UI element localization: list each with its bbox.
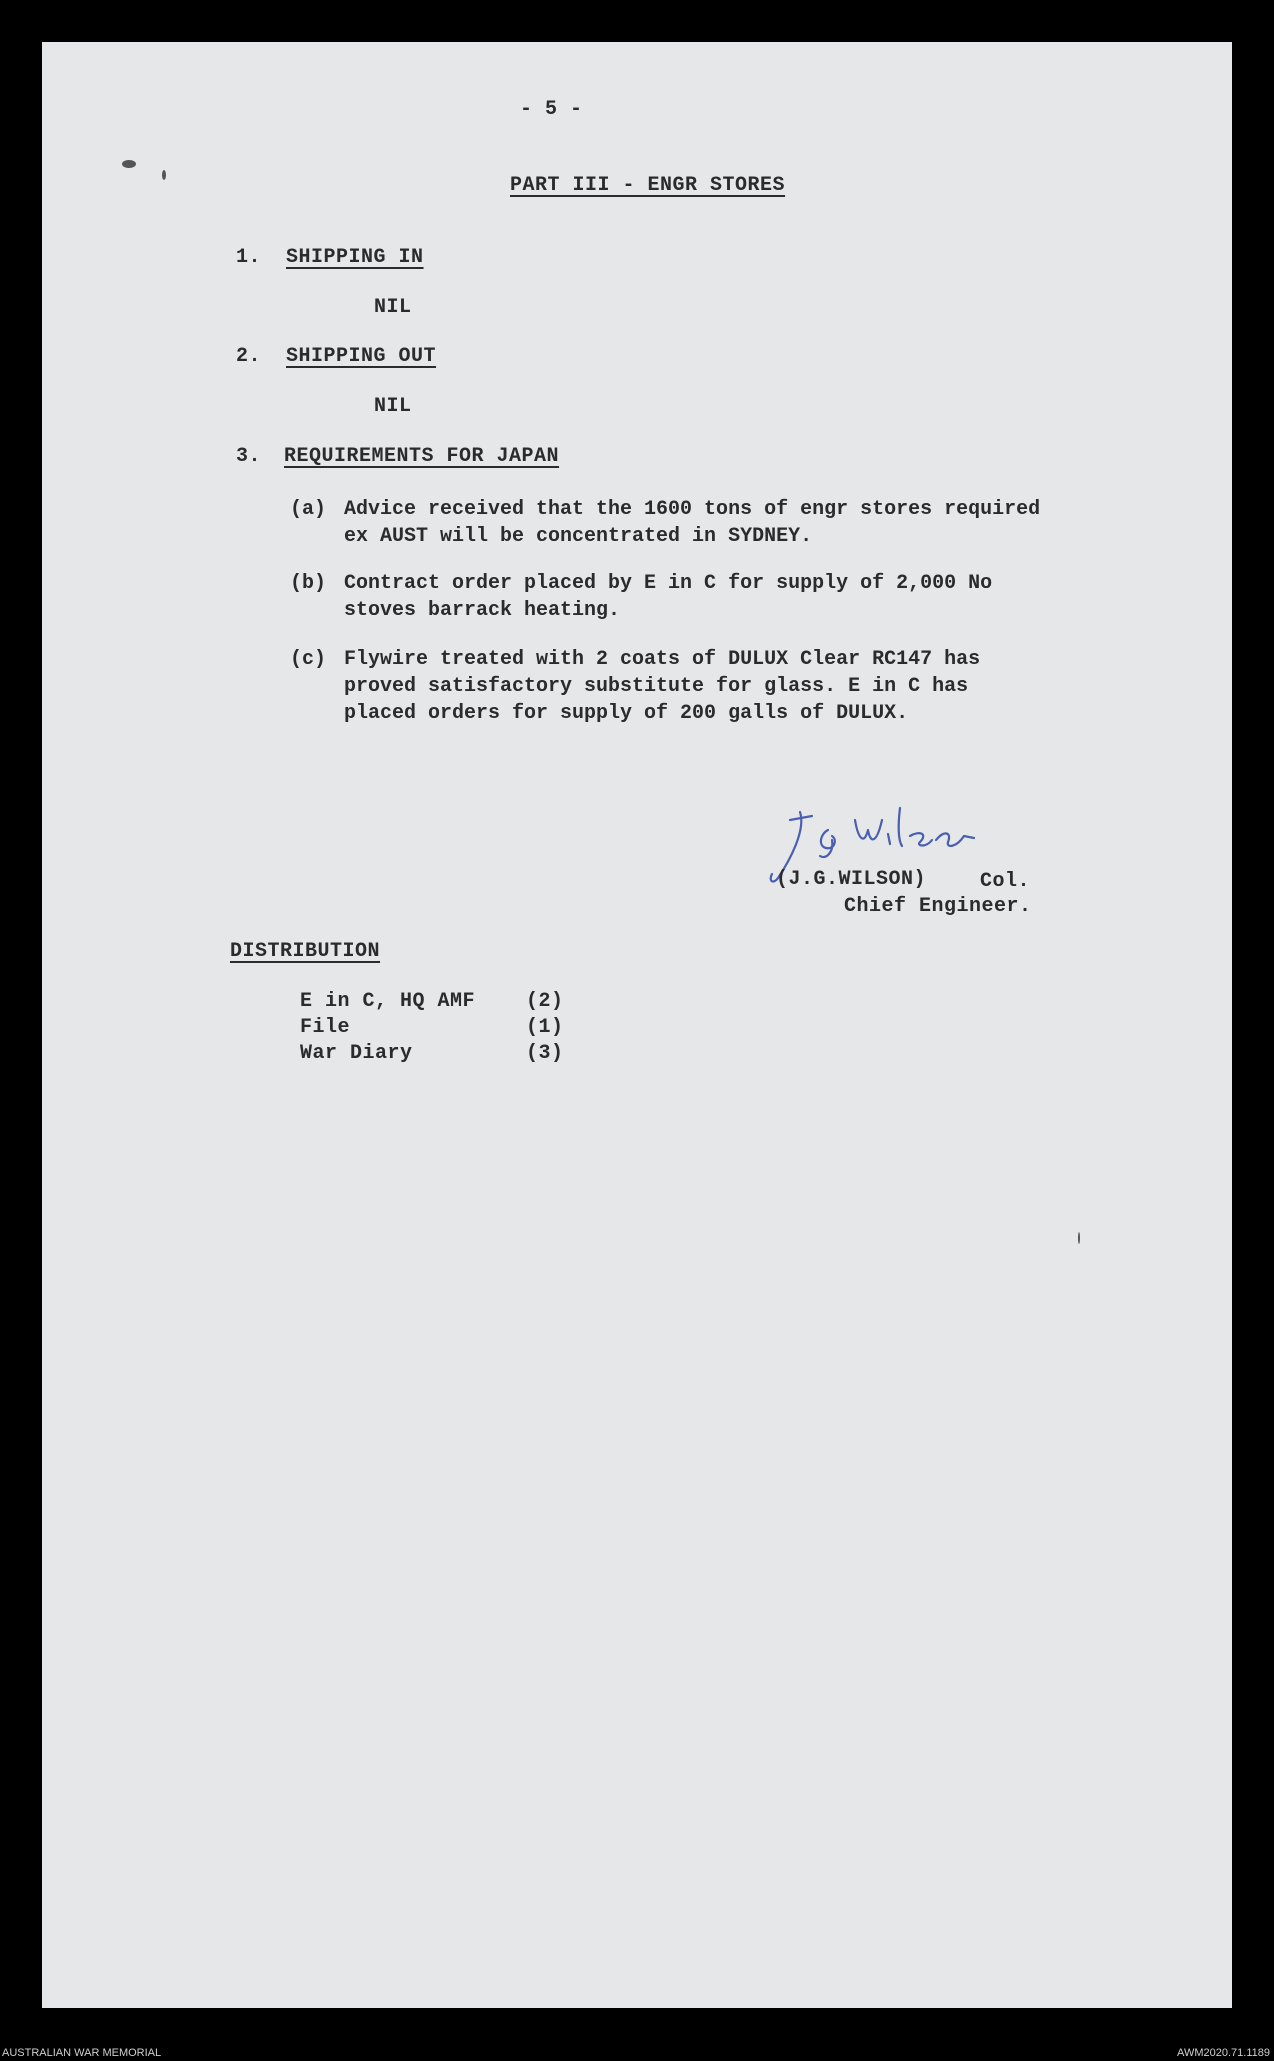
paper-speck [122, 160, 136, 168]
item-label: (b) [290, 572, 327, 595]
item-c [290, 646, 1064, 727]
distribution-recipient: E in C, HQ AMF [300, 990, 476, 1013]
distribution-copies: (1) [526, 1016, 564, 1039]
item-label: (a) [290, 498, 327, 521]
section-number: 1. [236, 246, 262, 269]
item-line: placed orders for supply of 200 galls of DULUX. [344, 702, 909, 725]
section-heading-shipping-in: SHIPPING IN [286, 246, 424, 269]
item-line: stoves barrack heating. [344, 599, 621, 622]
page-number: - 5 - [520, 98, 583, 121]
distribution-recipient: File [300, 1016, 351, 1039]
distribution-heading: DISTRIBUTION [230, 940, 381, 963]
section-heading-requirements: REQUIREMENTS FOR JAPAN [284, 445, 560, 468]
signature-title: Chief Engineer. [844, 895, 1032, 918]
item-a [290, 496, 1064, 550]
footer-source: AUSTRALIAN WAR MEMORIAL [2, 2047, 162, 2059]
distribution-copies: (3) [526, 1042, 564, 1065]
document-page [42, 42, 1232, 2008]
item-line: Advice received that the 1600 tons of engr stores required [344, 498, 1041, 521]
item-line: proved satisfactory substitute for glass. E in C has [344, 675, 969, 698]
paper-speck [162, 170, 166, 180]
section-body-shipping-in: NIL [374, 296, 412, 319]
part-title: PART III - ENGR STORES [510, 174, 786, 197]
distribution-recipient: War Diary [300, 1042, 413, 1065]
item-b [290, 570, 1064, 624]
paper-speck [1078, 1232, 1080, 1244]
section-number: 3. [236, 445, 262, 468]
section-body-shipping-out: NIL [374, 395, 412, 418]
item-line: ex AUST will be concentrated in SYDNEY. [344, 525, 813, 548]
signature-name: (J.G.WILSON) [776, 868, 927, 891]
section-heading-shipping-out: SHIPPING OUT [286, 345, 437, 368]
section-number: 2. [236, 345, 262, 368]
signature-rank: Col. [980, 870, 1031, 893]
item-line: Flywire treated with 2 coats of DULUX Clear RC147 has [344, 648, 981, 671]
footer-accession-number: AWM2020.71.1189 [1177, 2047, 1270, 2059]
item-line: Contract order placed by E in C for supply of 2,000 No [344, 572, 993, 595]
distribution-copies: (2) [526, 990, 564, 1013]
item-label: (c) [290, 648, 327, 671]
